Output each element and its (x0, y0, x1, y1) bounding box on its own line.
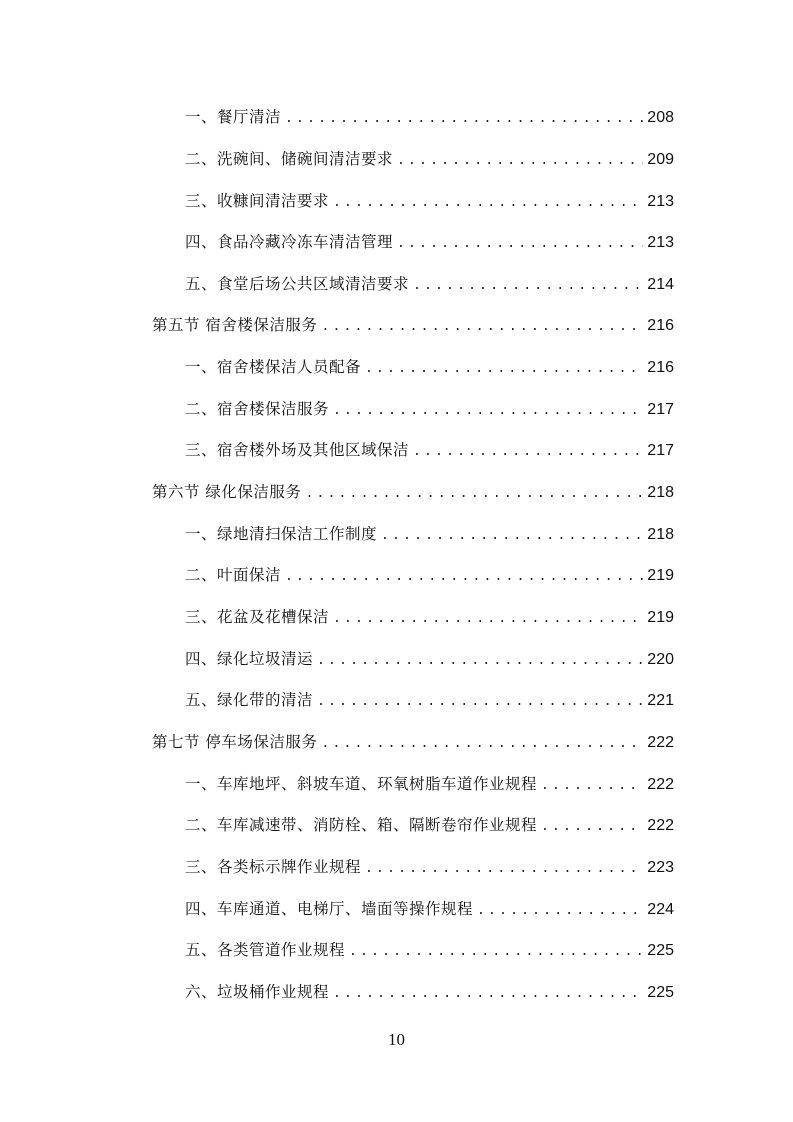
toc-section-entry[interactable] (152, 312, 674, 338)
toc-entry-title: 五、绿化带的清洁 (185, 691, 314, 709)
dot-leader (285, 564, 643, 590)
toc-entry-title: 四、绿化垃圾清运 (185, 650, 314, 668)
toc-entry-title: 五、各类管道作业规程 (185, 941, 346, 959)
toc-section-entry[interactable] (152, 479, 674, 505)
dot-leader (381, 523, 643, 549)
toc-entry[interactable] (185, 396, 674, 422)
toc-entry-page: 218 (647, 526, 674, 543)
toc-entry-page: 209 (647, 151, 674, 168)
dot-leader (365, 856, 643, 882)
toc-entry-title: 四、车库通道、电梯厅、墙面等操作规程 (185, 900, 474, 918)
dot-leader (333, 606, 643, 632)
toc-entry-page: 216 (647, 317, 674, 334)
dot-leader (349, 939, 643, 965)
toc-entry[interactable] (185, 354, 674, 380)
toc-entry-page: 213 (647, 234, 674, 251)
dot-leader (305, 481, 643, 507)
toc-entry-page: 223 (647, 859, 674, 876)
toc-entry[interactable] (185, 437, 674, 463)
toc-entry-page: 222 (647, 734, 674, 751)
toc-section-entry[interactable] (152, 729, 674, 755)
toc-entry[interactable] (185, 229, 674, 255)
toc-entry-page: 225 (647, 942, 674, 959)
dot-leader (333, 398, 643, 424)
toc-entry-title: 四、食品冷藏冷冻车清洁管理 (185, 233, 394, 251)
toc-entry-page: 219 (647, 567, 674, 584)
toc-entry[interactable] (185, 146, 674, 172)
toc-entry[interactable] (185, 771, 674, 797)
toc-entry-page: 217 (647, 442, 674, 459)
toc-entry[interactable] (185, 687, 674, 713)
toc-entry[interactable] (185, 854, 674, 880)
toc-entry[interactable] (185, 979, 674, 1005)
dot-leader (317, 689, 643, 715)
toc-entry[interactable] (185, 562, 674, 588)
toc-entry-title: 五、食堂后场公共区域清洁要求 (185, 275, 410, 293)
dot-leader (317, 648, 643, 674)
toc-entry-title: 三、各类标示牌作业规程 (185, 858, 362, 876)
page-number: 10 (388, 1030, 405, 1049)
toc-entry-page: 224 (647, 901, 674, 918)
dot-leader (541, 773, 643, 799)
toc-entry-title: 一、宿舍楼保洁人员配备 (185, 358, 362, 376)
dot-leader (321, 314, 643, 340)
toc-entry-page: 208 (647, 109, 674, 126)
dot-leader (333, 190, 643, 216)
toc-entry-title: 三、宿舍楼外场及其他区域保洁 (185, 441, 410, 459)
toc-entry-title: 三、花盆及花槽保洁 (185, 608, 330, 626)
dot-leader (365, 356, 643, 382)
toc-entry-title: 第五节 宿舍楼保洁服务 (152, 316, 318, 334)
toc-entry[interactable] (185, 271, 674, 297)
toc-entry-title: 二、叶面保洁 (185, 566, 282, 584)
toc-entry-title: 三、收糠间清洁要求 (185, 192, 330, 210)
toc-entry-title: 六、垃圾桶作业规程 (185, 983, 330, 1001)
toc-entry-page: 222 (647, 817, 674, 834)
toc-entry-title: 一、餐厅清洁 (185, 108, 282, 126)
toc-entry[interactable] (185, 104, 674, 130)
dot-leader (397, 148, 643, 174)
dot-leader (413, 439, 643, 465)
toc-entry-title: 二、车库减速带、消防栓、箱、隔断卷帘作业规程 (185, 816, 538, 834)
dot-leader (321, 731, 643, 757)
toc-entry-title: 第七节 停车场保洁服务 (152, 733, 318, 751)
toc-entry-page: 225 (647, 984, 674, 1001)
dot-leader (285, 106, 643, 132)
dot-leader (413, 273, 643, 299)
dot-leader (541, 814, 643, 840)
toc-entry-page: 216 (647, 359, 674, 376)
toc-entry-title: 二、宿舍楼保洁服务 (185, 400, 330, 418)
toc-entry-page: 217 (647, 401, 674, 418)
toc-entry[interactable] (185, 188, 674, 214)
toc-entry-title: 第六节 绿化保洁服务 (152, 483, 302, 501)
toc-entry-page: 221 (647, 692, 674, 709)
toc-entry-page: 219 (647, 609, 674, 626)
toc-entry-page: 218 (647, 484, 674, 501)
toc-entry-page: 222 (647, 776, 674, 793)
toc-entry-page: 214 (647, 276, 674, 293)
toc-entry-title: 二、洗碗间、储碗间清洁要求 (185, 150, 394, 168)
toc-entry[interactable] (185, 896, 674, 922)
toc-entry-page: 213 (647, 193, 674, 210)
dot-leader (333, 981, 643, 1007)
toc-entry[interactable] (185, 937, 674, 963)
toc-entry[interactable] (185, 812, 674, 838)
toc-entry[interactable] (185, 604, 674, 630)
toc-entry-title: 一、绿地清扫保洁工作制度 (185, 525, 378, 543)
dot-leader (477, 898, 643, 924)
toc-entry-title: 一、车库地坪、斜坡车道、环氧树脂车道作业规程 (185, 775, 538, 793)
toc-entry[interactable] (185, 646, 674, 672)
toc-entry[interactable] (185, 521, 674, 547)
toc-entry-page: 220 (647, 651, 674, 668)
dot-leader (397, 231, 643, 257)
